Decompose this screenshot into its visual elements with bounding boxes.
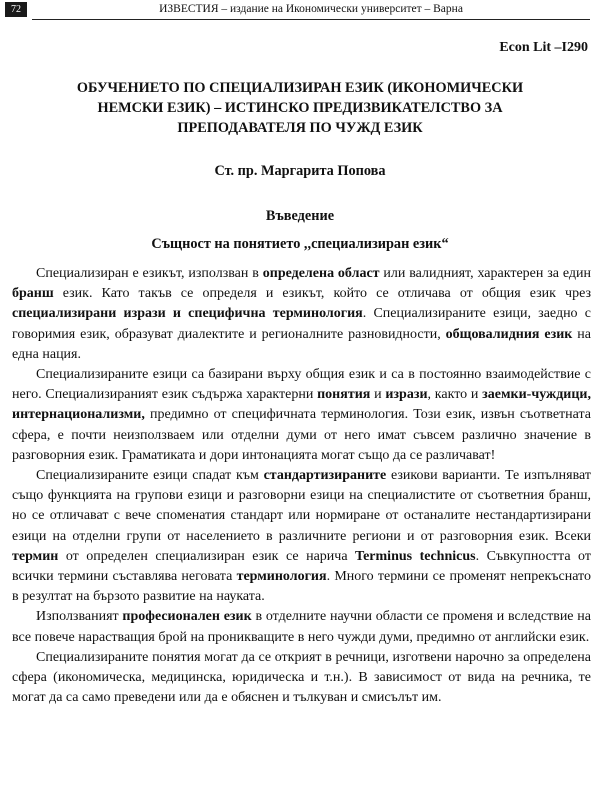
text-run: на една нация.	[12, 326, 591, 362]
jel-classification: Econ Lit –I290	[499, 40, 588, 55]
section-heading: Въведение	[265, 208, 335, 224]
paper-title-line: НЕМСКИ ЕЗИК) – ИСТИНСКО ПРЕДИЗВИКАТЕЛСТВО ЗА	[97, 100, 503, 116]
text-run: Специализираните езици спадат към	[36, 468, 264, 484]
text-run: . Специализираните езици, заедно с говоримия език, образуват диалектите и регионалните разновидности,	[12, 306, 591, 342]
bold-term: специализирани изрази и специфична терминология	[12, 306, 363, 322]
paper-title	[28, 78, 572, 138]
text-run: , както и	[427, 387, 483, 403]
body-text	[12, 264, 591, 708]
paper-title-line: ПРЕПОДАВАТЕЛЯ ПО ЧУЖД ЕЗИК	[177, 120, 423, 136]
bold-term: заемки-чуждици, интернационализми,	[12, 387, 591, 423]
text-run: Специализиран е езикът, използван в	[36, 266, 263, 281]
text-run: език. Като такъв се определя и езикът, който се отличава от общия език чрез	[53, 286, 591, 302]
bold-term: професионален език	[122, 609, 252, 625]
running-header: ИЗВЕСТИЯ – издание на Икономически университет – Варна	[32, 2, 590, 20]
paper-title-line: ОБУЧЕНИЕТО ПО СПЕЦИАЛИЗИРАН ЕЗИК (ИКОНОМИЧЕСКИ	[76, 80, 524, 96]
text-run: . Съвкупността от всички термини съставлява неговата	[12, 548, 591, 585]
text-run: в отделните научни области се променя и вследствие на все повече нарастващия брой на проникващите в него чужди думи, предимно от английски език.	[12, 609, 591, 645]
text-run: Използваният	[36, 609, 123, 625]
text-run: от определен специализиран език се нарича	[58, 548, 356, 564]
paragraph-4	[12, 607, 591, 647]
bold-term: терминология	[236, 569, 327, 585]
paragraph-2	[12, 365, 591, 466]
bold-term: термин	[12, 548, 59, 564]
bold-term: Terminus technicus	[355, 548, 476, 564]
bold-term: бранш	[12, 286, 54, 302]
bold-term: изрази	[385, 387, 428, 403]
text-run: или валидният, характерен за един	[379, 266, 591, 281]
text-run: Специализираните понятия могат да се открият в речници, изготвени нарочно за определена сфера (икономическа, медицинска, юридическа и т.н.). В зависимост от вида на речника, те могат да са само преведени или да е обяснен и тълкуван и смисълът им.	[12, 649, 591, 706]
bold-term: понятия	[317, 387, 371, 403]
text-run: Специализираните езици са базирани върху общия език и са в постоянно взаимодействие с него. Специализираният език съдържа характерни	[12, 367, 591, 403]
subsection-heading: Същност на понятието ,,специализиран език“	[151, 236, 449, 252]
text-run: предимно от специфичната терминология. Този език, извън съответната сфера, е почти неизползваем или отделни думи от него имат съвсем различно значение в разговорния език. Граматиката и дори интонацията могат също да се различават!	[12, 407, 591, 463]
paragraph-1	[12, 264, 591, 365]
text-run: езикови варианти. Те изпълняват също функцията на групови езици и разговорни езици на специалистите от съответния бранш, но се отличават с вече споменатия стандарт или нормиране от останалите нестандартизирани езици на отделни групи от населението в различните региони и от разговорния език. Всеки	[12, 468, 591, 544]
text-run: . Много термини се променят непрекъснато в резултат на бързото развитие на науката.	[12, 569, 591, 605]
bold-term: определена област	[262, 266, 380, 281]
bold-term: стандартизираните	[263, 468, 387, 484]
page-number: 72	[5, 2, 27, 17]
author-name: Ст. пр. Маргарита Попова	[214, 163, 386, 179]
paragraph-3	[12, 466, 591, 607]
bold-term: общовалидния език	[445, 326, 573, 342]
text-run: и	[370, 387, 386, 403]
paragraph-5	[12, 648, 591, 709]
